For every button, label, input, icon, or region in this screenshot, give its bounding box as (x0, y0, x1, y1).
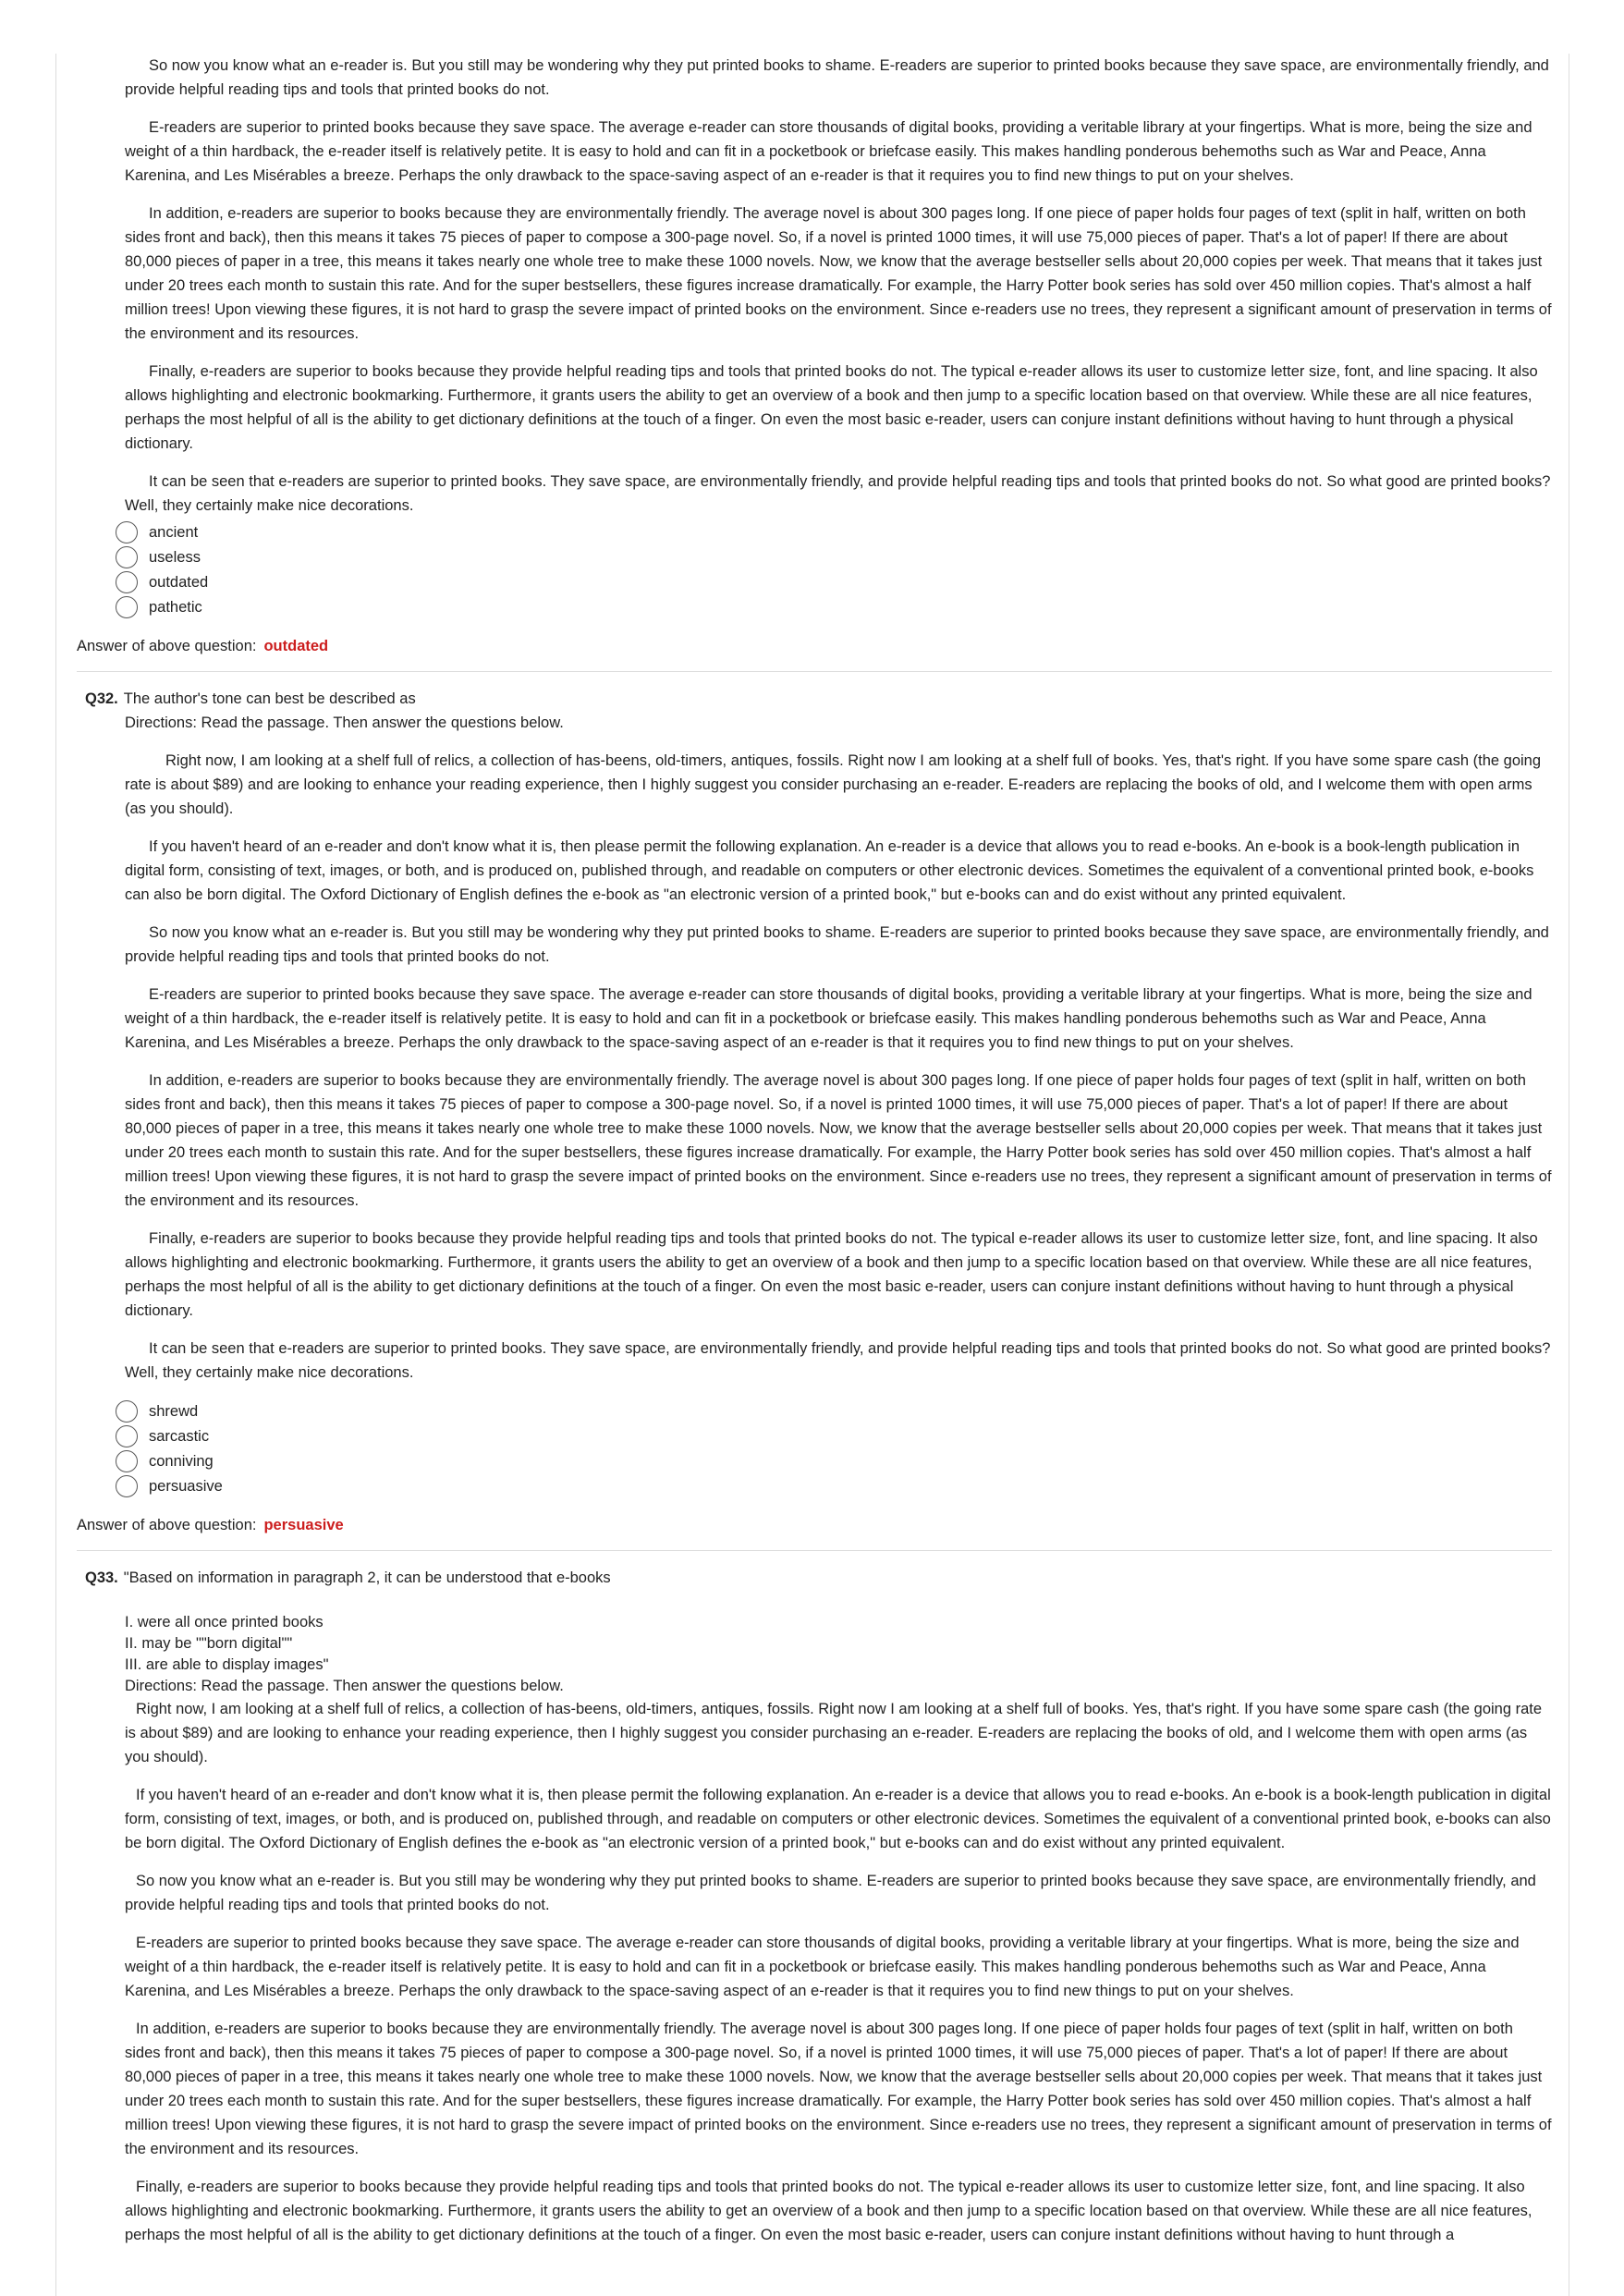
option-label: ancient (149, 523, 199, 541)
passage-paragraph: Finally, e-readers are superior to books because they provide helpful reading tips and tools that printed books do not. The typical e-reader allows its user to customize letter size, font, and line spacing. It also allows highlighting and electronic bookmarking. Furthermore, it grants users the ability to get an overview of a book and then jump to a specific location based on that overview. While these are all nice features, perhaps the most helpful of all is the ability to get dictionary definitions at the touch of a finger. On even the most basic e-reader, users can conjure instant definitions without having to hunt through a (125, 2179, 1532, 2243)
question-text: "Based on information in paragraph 2, it can be understood that e-books (123, 1569, 611, 1586)
option-persuasive[interactable] (116, 1473, 1552, 1498)
question-32-header (77, 687, 1552, 711)
radio-button[interactable] (116, 571, 138, 593)
option-sarcastic[interactable] (116, 1423, 1552, 1448)
statement: III. are able to display images" (125, 1656, 329, 1673)
radio-button[interactable] (116, 1400, 138, 1423)
option-label: conniving (149, 1452, 214, 1470)
radio-button[interactable] (116, 521, 138, 543)
passage-paragraph: In addition, e-readers are superior to books because they are environmentally friendly. The average novel is about 300 pages long. If one piece of paper holds four pages of text (split in half, written on both sides front and back), then this means it takes 75 pieces of paper to compose a 300-page novel. So, if a novel is printed 1000 times, it will use 75,000 pieces of paper. That's a lot of paper! If there are about 80,000 pieces of paper in a tree, this means it takes nearly one whole tree to make these 1000 novels. Now, we know that the average bestseller sells about 20,000 copies per week. That means that it takes just under 20 trees each month to sustain this rate. And for the super bestsellers, these figures increase dramatically. For example, the Harry Potter book series has sold over 450 million copies. That's almost a half million trees! Upon viewing these figures, it is not hard to grasp the severe impact of printed books on the environment. Since e-readers use no trees, they represent a significant amount of preservation in terms of the environment and its resources. (125, 1072, 1552, 1209)
passage-paragraph: It can be seen that e-readers are superior to printed books. They save space, are environmentally friendly, and provide helpful reading tips and tools that printed books do not. So what good are printed books? Well, they certainly make nice decorations. (125, 473, 1551, 514)
question-number: Q32. (85, 690, 118, 707)
radio-button[interactable] (116, 596, 138, 618)
question-32 (77, 711, 1552, 1498)
answer-value: persuasive (263, 1517, 344, 1533)
option-pathetic[interactable] (116, 594, 1552, 619)
question-number: Q33. (85, 1569, 118, 1586)
radio-button[interactable] (116, 1425, 138, 1447)
passage-paragraph: In addition, e-readers are superior to books because they are environmentally friendly. The average novel is about 300 pages long. If one piece of paper holds four pages of text (split in half, written on both sides front and back), then this means it takes 75 pieces of paper to compose a 300-page novel. So, if a novel is printed 1000 times, it will use 75,000 pieces of paper. That's a lot of paper! If there are about 80,000 pieces of paper in a tree, this means it takes nearly one whole tree to make these 1000 novels. Now, we know that the average bestseller sells about 20,000 copies per week. That means that it takes just under 20 trees each month to sustain this rate. And for the super bestsellers, these figures increase dramatically. For example, the Harry Potter book series has sold over 450 million copies. That's almost a half million trees! Upon viewing these figures, it is not hard to grasp the severe impact of printed books on the environment. Since e-readers use no trees, they represent a significant amount of preservation in terms of the environment and its resources. (125, 2021, 1552, 2157)
passage-paragraph: E-readers are superior to printed books because they save space. The average e-reader can store thousands of digital books, providing a veritable library at your fingertips. What is more, being the size and weight of a thin hardback, the e-reader itself is relatively petite. It is easy to hold and can fit in a pocketbook or briefcase easily. This makes handling ponderous behemoths such as War and Peace, Anna Karenina, and Les Misérables a breeze. Perhaps the only drawback to the space-saving aspect of an e-reader is that it requires you to find new things to put on your shelves. (125, 986, 1532, 1051)
passage-paragraph: If you haven't heard of an e-reader and don't know what it is, then please permit the following explanation. An e-reader is a device that allows you to read e-books. An e-book is a book-length publication in digital form, consisting of text, images, or both, and is produced on, published through, and readable on computers or other electronic devices. Sometimes the equivalent of a conventional printed book, e-books can also be born digital. The Oxford Dictionary of English defines the e-book as "an electronic version of a printed book," but e-books can and do exist without any printed equivalent. (125, 1787, 1551, 1851)
question-33-header (77, 1566, 1552, 1590)
option-outdated[interactable] (116, 569, 1552, 594)
option-label: shrewd (149, 1402, 199, 1420)
passage-paragraph: E-readers are superior to printed books because they save space. The average e-reader can store thousands of digital books, providing a veritable library at your fingertips. What is more, being the size and weight of a thin hardback, the e-reader itself is relatively petite. It is easy to hold and can fit in a pocketbook or briefcase easily. This makes handling ponderous behemoths such as War and Peace, Anna Karenina, and Les Misérables a breeze. Perhaps the only drawback to the space-saving aspect of an e-reader is that it requires you to find new things to put on your shelves. (125, 1935, 1520, 1999)
passage-paragraph: So now you know what an e-reader is. But you still may be wondering why they put printed books to shame. E-readers are superior to printed books because they save space, are environmentally friendly, and provide helpful reading tips and tools that printed books do not. (125, 1873, 1536, 1913)
answer-options (125, 519, 1552, 619)
question-31 (77, 54, 1552, 619)
separator (77, 671, 1552, 672)
content (77, 54, 1552, 2261)
answer-label: Answer of above question: (77, 1517, 257, 1533)
separator (77, 1550, 1552, 1551)
radio-button[interactable] (116, 1450, 138, 1472)
passage-paragraph: Finally, e-readers are superior to books because they provide helpful reading tips and tools that printed books do not. The typical e-reader allows its user to customize letter size, font, and line spacing. It also allows highlighting and electronic bookmarking. Furthermore, it grants users the ability to get an overview of a book and then jump to a specific location based on that overview. While these are all nice features, perhaps the most helpful of all is the ability to get dictionary definitions at the touch of a finger. On even the most basic e-reader, users can conjure instant definitions without having to hunt through a physical dictionary. (125, 1230, 1538, 1319)
passage-paragraph: Right now, I am looking at a shelf full of relics, a collection of has-beens, old-timers, antiques, fossils. Right now I am looking at a shelf full of books. Yes, that's right. If you have some spare cash (the going rate is about $89) and are looking to enhance your reading experience, then I highly suggest you consider purchasing an e-reader. E-readers are replacing the books of old, and I welcome them with open arms (as you should). (125, 752, 1542, 817)
question-text: The author's tone can best be described as (123, 690, 416, 707)
radio-button[interactable] (116, 1475, 138, 1497)
answer-value: outdated (263, 638, 329, 654)
option-label: persuasive (149, 1477, 223, 1495)
passage-paragraph: Finally, e-readers are superior to books because they provide helpful reading tips and tools that printed books do not. The typical e-reader allows its user to customize letter size, font, and line spacing. It also allows highlighting and electronic bookmarking. Furthermore, it grants users the ability to get an overview of a book and then jump to a specific location based on that overview. While these are all nice features, perhaps the most helpful of all is the ability to get dictionary definitions at the touch of a finger. On even the most basic e-reader, users can conjure instant definitions without having to hunt through a physical dictionary. (125, 363, 1538, 452)
option-conniving[interactable] (116, 1448, 1552, 1473)
answer-line (77, 634, 1552, 658)
option-label: outdated (149, 573, 209, 591)
passage-paragraph: In addition, e-readers are superior to books because they are environmentally friendly. The average novel is about 300 pages long. If one piece of paper holds four pages of text (split in half, written on both sides front and back), then this means it takes 75 pieces of paper to compose a 300-page novel. So, if a novel is printed 1000 times, it will use 75,000 pieces of paper. That's a lot of paper! If there are about 80,000 pieces of paper in a tree, this means it takes nearly one whole tree to make these 1000 novels. Now, we know that the average bestseller sells about 20,000 copies per week. That means that it takes just under 20 trees each month to sustain this rate. And for the super bestsellers, these figures increase dramatically. For example, the Harry Potter book series has sold over 450 million copies. That's almost a half million trees! Upon viewing these figures, it is not hard to grasp the severe impact of printed books on the environment. Since e-readers use no trees, they represent a significant amount of preservation in terms of the environment and its resources. (125, 205, 1552, 342)
directions: Directions: Read the passage. Then answer the questions below. (125, 1678, 564, 1694)
passage-paragraph: If you haven't heard of an e-reader and don't know what it is, then please permit the following explanation. An e-reader is a device that allows you to read e-books. An e-book is a book-length publication in digital form, consisting of text, images, or both, and is produced on, published through, and readable on computers or other electronic devices. Sometimes the equivalent of a conventional printed book, e-books can also be born digital. The Oxford Dictionary of English defines the e-book as "an electronic version of a printed book," but e-books can and do exist without any printed equivalent. (125, 838, 1534, 903)
passage-paragraph: So now you know what an e-reader is. But you still may be wondering why they put printed books to shame. E-readers are superior to printed books because they save space, are environmentally friendly, and provide helpful reading tips and tools that printed books do not. (125, 57, 1549, 98)
page-frame (55, 54, 1569, 2296)
answer-line (77, 1513, 1552, 1537)
answer-label: Answer of above question: (77, 638, 257, 654)
directions: Directions: Read the passage. Then answer the questions below. (125, 714, 564, 731)
passage-paragraph: E-readers are superior to printed books because they save space. The average e-reader can store thousands of digital books, providing a veritable library at your fingertips. What is more, being the size and weight of a thin hardback, the e-reader itself is relatively petite. It is easy to hold and can fit in a pocketbook or briefcase easily. This makes handling ponderous behemoths such as War and Peace, Anna Karenina, and Les Misérables a breeze. Perhaps the only drawback to the space-saving aspect of an e-reader is that it requires you to find new things to put on your shelves. (125, 119, 1532, 184)
statement-list (125, 1612, 1552, 1697)
statement: II. may be ""born digital"" (125, 1635, 293, 1652)
option-label: pathetic (149, 598, 202, 616)
option-shrewd[interactable] (116, 1398, 1552, 1423)
passage-paragraph: So now you know what an e-reader is. But you still may be wondering why they put printed books to shame. E-readers are superior to printed books because they save space, are environmentally friendly, and provide helpful reading tips and tools that printed books do not. (125, 924, 1549, 965)
option-ancient[interactable] (116, 519, 1552, 544)
statement: I. were all once printed books (125, 1614, 324, 1630)
passage-paragraph: It can be seen that e-readers are superior to printed books. They save space, are environmentally friendly, and provide helpful reading tips and tools that printed books do not. So what good are printed books? Well, they certainly make nice decorations. (125, 1340, 1551, 1381)
option-label: useless (149, 548, 201, 566)
option-label: sarcastic (149, 1427, 210, 1445)
radio-button[interactable] (116, 546, 138, 568)
question-33 (77, 1612, 1552, 2247)
option-useless[interactable] (116, 544, 1552, 569)
passage-paragraph: Right now, I am looking at a shelf full of relics, a collection of has-beens, old-timers, antiques, fossils. Right now I am looking at a shelf full of books. Yes, that's right. If you have some spare cash (the going rate is about $89) and are looking to enhance your reading experience, then I highly suggest you consider purchasing an e-reader. E-readers are replacing the books of old, and I welcome them with open arms (as you should). (125, 1701, 1543, 1765)
answer-options (125, 1398, 1552, 1498)
